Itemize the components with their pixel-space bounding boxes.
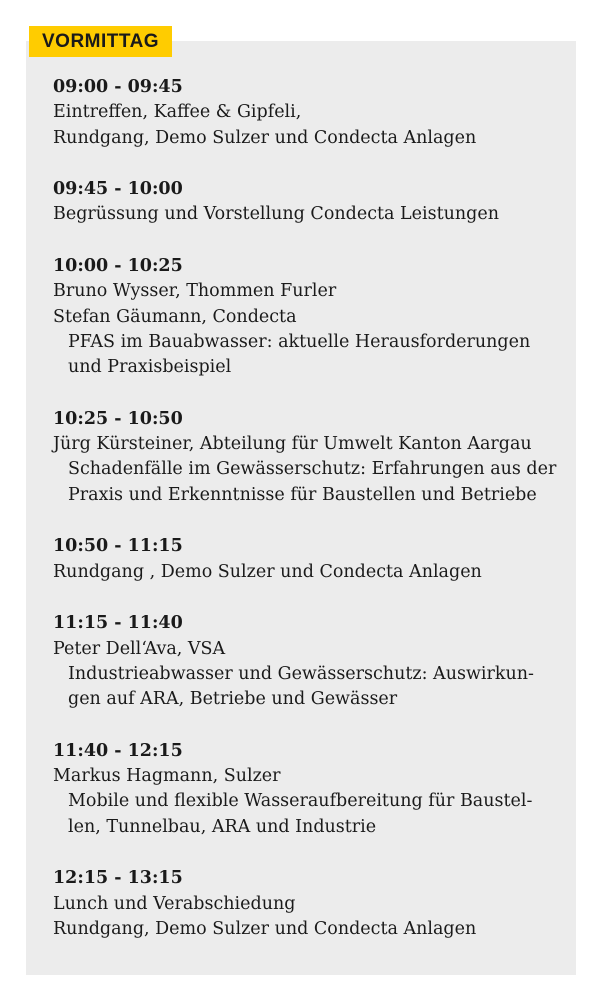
slot-text: Lunch und Verabschiedung — [53, 893, 296, 914]
agenda-slot — [53, 177, 573, 228]
slot-speaker: Bruno Wysser, Thommen Furler — [53, 281, 337, 302]
slot-text: Rundgang, Demo Sulzer und Condecta Anlagen — [53, 918, 477, 939]
slot-talk-title: und Praxisbeispiel — [68, 357, 232, 378]
slot-time: 10:50 - 11:15 — [53, 536, 183, 557]
agenda-slot — [53, 254, 573, 380]
agenda-slot — [53, 611, 573, 712]
slot-time: 09:45 - 10:00 — [53, 179, 183, 200]
agenda-slot — [53, 407, 573, 508]
slot-talk-title: Schadenfälle im Gewässerschutz: Erfahrungen aus der — [68, 459, 557, 480]
slot-time: 11:15 - 11:40 — [53, 613, 183, 634]
slot-talk-title: len, Tunnelbau, ARA und Industrie — [68, 816, 377, 837]
agenda-slot — [53, 75, 573, 151]
slot-time: 11:40 - 12:15 — [53, 740, 183, 761]
slot-talk-title: PFAS im Bauabwasser: aktuelle Herausforderungen — [68, 331, 531, 352]
slot-text: Rundgang , Demo Sulzer und Condecta Anlagen — [53, 561, 482, 582]
agenda-list — [53, 75, 573, 942]
section-tag-vormittag: VORMITTAG — [29, 26, 172, 57]
slot-speaker: Stefan Gäumann, Condecta — [53, 306, 297, 327]
slot-talk-title: Praxis und Erkenntnisse für Baustellen und Betriebe — [68, 484, 537, 505]
slot-talk-title: Mobile und flexible Wasseraufbereitung für Baustel- — [68, 791, 533, 812]
agenda-slot — [53, 534, 573, 585]
slot-text: Eintreffen, Kaffee & Gipfeli, — [53, 102, 302, 123]
slot-speaker: Jürg Kürsteiner, Abteilung für Umwelt Kanton Aargau — [53, 434, 532, 455]
slot-time: 10:25 - 10:50 — [53, 408, 183, 429]
slot-time: 10:00 - 10:25 — [53, 256, 183, 277]
slot-time: 12:15 - 13:15 — [53, 868, 183, 889]
slot-talk-title: gen auf ARA, Betriebe und Gewässer — [68, 689, 398, 710]
slot-time: 09:00 - 09:45 — [53, 77, 183, 97]
slot-text: Rundgang, Demo Sulzer und Condecta Anlagen — [53, 127, 477, 148]
slot-text: Begrüssung und Vorstellung Condecta Leistungen — [53, 204, 499, 225]
agenda-slot — [53, 866, 573, 942]
agenda-slot — [53, 739, 573, 840]
slot-speaker: Markus Hagmann, Sulzer — [53, 766, 281, 787]
slot-speaker: Peter Dell‘Ava, VSA — [53, 638, 226, 659]
slot-talk-title: Industrieabwasser und Gewässerschutz: Auswirkun- — [68, 663, 534, 684]
